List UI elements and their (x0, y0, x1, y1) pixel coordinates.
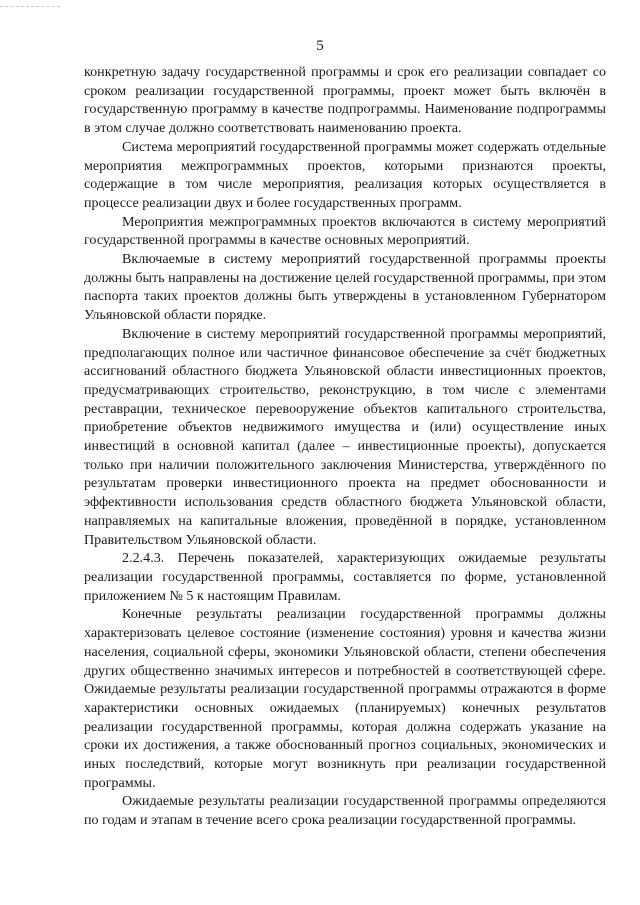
paragraph: конкретную задачу государственной программы и срок его реализации совпадает со сроком реализации государственной программы, проект может быть включён в государственную программу в качестве подпрограммы. Наименование подпрограммы в этом случае должно соответствовать наименованию проекта. (84, 64, 606, 137)
page-number: 5 (316, 38, 324, 54)
paragraph: Мероприятия межпрограммных проектов включаются в систему мероприятий государственной программы в качестве основных мероприятий. (84, 213, 606, 249)
section-paragraph-2-2-4-3: 2.2.4.3. Перечень показателей, характеризующих ожидаемые результаты реализации государственной программы, составляется по форме, установленной приложением № 5 к настоящим Правилам. (84, 550, 606, 604)
document-body (84, 63, 606, 830)
paragraph: Включение в систему мероприятий государственной программы мероприятий, предполагающих полное или частичное финансовое обеспечение за счёт бюджетных ассигнований областного бюджета Ульяновской области инвестиционных проектов, предусматривающих строительство, реконструкцию, в том числе с элементами реставрации, техническое перевооружение объектов капитального строительства, приобретение объектов недвижимого имущества и (или) осуществление иных инвестиций в основной капитал (далее – инвестиционные проекты), допускается только при наличии положительного заключения Министерства, утверждённого по результатам проверки инвестиционного проекта на предмет обоснованности и эффективности использования средств областного бюджета Ульяновской области, направляемых на капитальные вложения, проведённой в порядке, установленном Правительством Ульяновской области. (84, 325, 606, 548)
paragraph: Ожидаемые результаты реализации государственной программы определяются по годам и этапам в течение всего срока реализации государственной программы. (84, 793, 606, 829)
paragraph: Система мероприятий государственной программы может содержать отдельные мероприятия межпрограммных проектов, которыми признаются проекты, содержащие в том числе мероприятия, реализация которых осуществляется в процессе реализации двух и более государственных программ. (84, 138, 606, 211)
scan-artifact (0, 6, 60, 11)
paragraph: Конечные результаты реализации государственной программы должны характеризовать целевое состояние (изменение состояния) уровня и качества жизни населения, социальной сферы, экономики Ульяновской области, степени обеспечения других общественно значимых интересов и потребностей в соответствующей сфере. Ожидаемые результаты реализации государственной программы отражаются в форме характеристики основных ожидаемых (планируемых) конечных результатов реализации государственной программы, которая должна содержать указание на сроки их достижения, а также обоснованный прогноз социальных, экономических и иных последствий, которые могут возникнуть при реализации государственной программы. (84, 606, 606, 791)
paragraph: Включаемые в систему мероприятий государственной программы проекты должны быть направлены на достижение целей государственной программы, при этом паспорта таких проектов должны быть утверждены в установленном Губернатором Ульяновской области порядке. (84, 251, 606, 324)
